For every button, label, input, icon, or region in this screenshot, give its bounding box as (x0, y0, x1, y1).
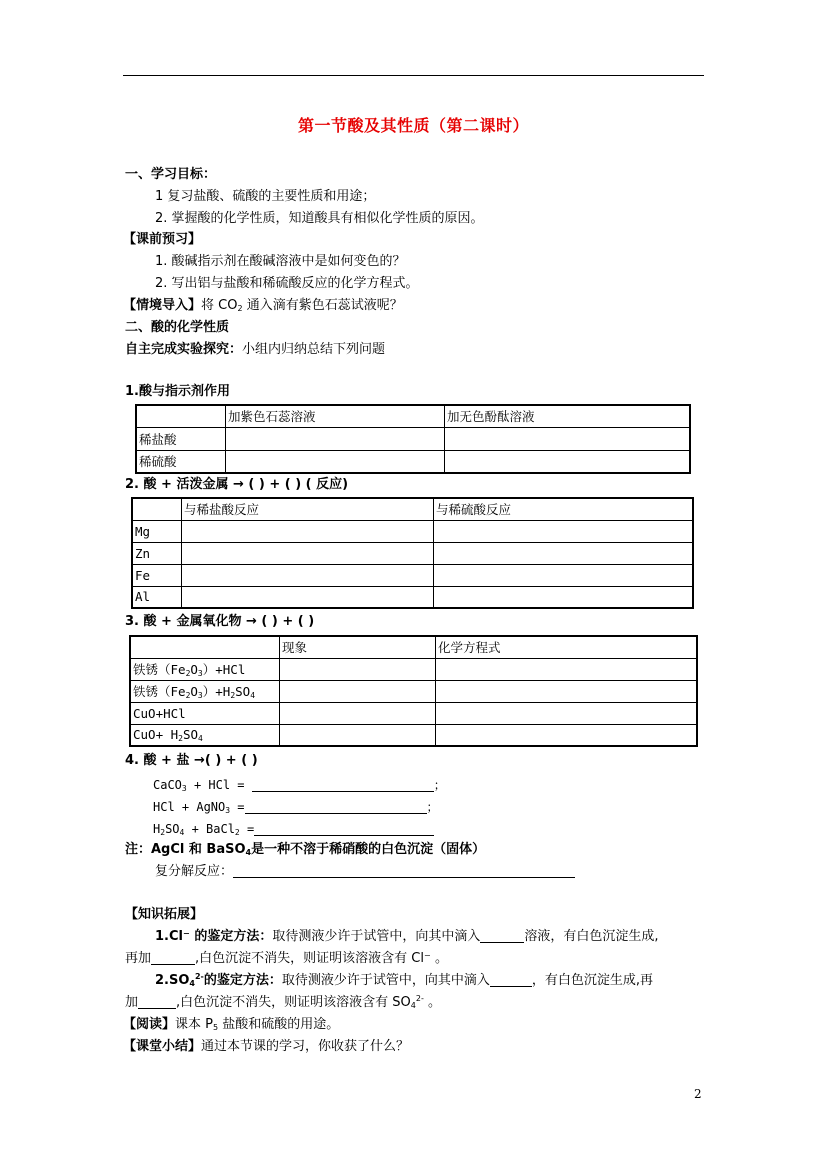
preview-item-1: 1. 酸碱指示剂在酸碱溶液中是如何变色的？ (155, 254, 406, 269)
double-decomp-line (155, 863, 575, 881)
ext-p2-line2 (125, 994, 441, 1012)
read-heading: 【阅读】 (123, 1017, 176, 1032)
ext-heading: 【知识拓展】 (125, 907, 204, 922)
explore-text: 小组内归纳总结下列问题 (242, 342, 386, 357)
cell-sub: 2 (185, 691, 191, 700)
ext-text: 。 (423, 995, 441, 1010)
goal-item-2: 2. 掌握酸的化学性质，知道酸具有相似化学性质的原因。 (155, 211, 484, 226)
ext-p1-label: 1.Cl⁻ 的鉴定方法： (155, 929, 273, 944)
explore-label: 自主完成实验探究： (125, 342, 243, 357)
oxide-table (129, 635, 698, 747)
answer-blank[interactable] (490, 972, 532, 987)
table-header-cell: 化学方程式 (436, 636, 698, 658)
table-cell (436, 658, 698, 680)
cell-text: SO (182, 727, 199, 743)
note-sub: 4 (245, 848, 252, 857)
summary-text: 通过本节课的学习，你收获了什么？ (201, 1039, 410, 1054)
t4-heading: 4. 酸 + 盐 →( ) + ( ) (125, 753, 258, 768)
table-header-cell: 加无色酚酞溶液 (445, 405, 691, 427)
table-row-label: 稀硫酸 (136, 450, 226, 473)
table-header-cell (136, 405, 226, 427)
cell-text: 铁锈（Fe (133, 662, 186, 677)
table-cell (182, 542, 434, 564)
table-header-cell: 与稀硫酸反应 (434, 498, 694, 520)
cell-text: ）+HCl (202, 662, 246, 677)
read-text: 课本 P (175, 1017, 213, 1032)
eq-text: = (239, 822, 255, 836)
ext-p2-label (155, 973, 282, 988)
intro-heading: 【情境导入】 (123, 298, 202, 313)
eq-text: CaCO (153, 778, 182, 792)
table-header-cell (130, 636, 280, 658)
page-title: 第一节酸及其性质（第二课时） (297, 116, 529, 135)
eq-text: H (153, 822, 161, 836)
answer-blank[interactable] (233, 863, 575, 878)
ext-sub: 4 (189, 979, 195, 988)
table-cell (280, 724, 436, 746)
table-row-label: Al (132, 586, 182, 608)
note-text: 注：AgCl 和 BaSO (125, 842, 246, 857)
cell-text: ）+H (202, 684, 231, 699)
answer-blank[interactable] (245, 799, 427, 814)
table-cell (182, 564, 434, 586)
eq-sub: 2 (234, 828, 240, 837)
ext-text: 取待测液少许于试管中，向其中滴入 (272, 929, 481, 944)
eq-sub: 3 (225, 806, 231, 815)
intro-sub: 2 (237, 304, 243, 313)
table-cell (434, 564, 694, 586)
eq-sub: 2 (160, 828, 166, 837)
read-text: 盐酸和硫酸的用途。 (218, 1017, 340, 1032)
page-number: 2 (694, 1087, 702, 1101)
ext-text: 再加 (125, 951, 152, 966)
intro-text-a: 将 CO (201, 298, 238, 313)
equation-2 (153, 798, 439, 816)
table-cell (280, 658, 436, 680)
t1-heading: 1.酸与指示剂作用 (125, 384, 230, 399)
note-text: 是一种不溶于稀硝酸的白色沉淀（固体） (251, 842, 486, 857)
read-sub: 5 (213, 1023, 219, 1032)
table-row-label (130, 702, 280, 724)
cell-sub: 4 (198, 734, 203, 744)
intro-text-b: 通入滴有紫色石蕊试液呢？ (242, 298, 403, 313)
equation-3 (153, 820, 434, 838)
cell-text: SO (235, 684, 251, 699)
goals-heading: 一、学习目标： (125, 167, 217, 182)
cell-text: CuO+ H (133, 727, 179, 743)
intro-line (123, 297, 403, 315)
cell-sub: 2 (178, 734, 183, 744)
table-cell (434, 520, 694, 542)
cell-text: O (190, 684, 198, 699)
ext-text: 取待测液少许于试管中，向其中滴入 (281, 973, 490, 988)
double-label: 复分解反应： (155, 864, 234, 879)
header-rule (123, 75, 704, 76)
table-cell (182, 520, 434, 542)
note-line (125, 841, 485, 859)
answer-blank[interactable] (254, 821, 434, 836)
ext-text: 的鉴定方法： (203, 973, 282, 988)
goal-item-1: 1 复习盐酸、硫酸的主要性质和用途； (155, 189, 376, 204)
summary-heading: 【课堂小结】 (123, 1039, 202, 1054)
section2-heading: 二、酸的化学性质 (125, 320, 230, 335)
table-row-label (130, 680, 280, 702)
cell-sub: 3 (197, 691, 203, 700)
eq-end: ； (433, 778, 446, 792)
equation-1 (153, 776, 446, 794)
read-line (123, 1016, 339, 1034)
table-row-label: 稀盐酸 (136, 427, 226, 450)
answer-blank[interactable] (138, 994, 176, 1009)
table-cell (436, 724, 698, 746)
table-cell (280, 702, 436, 724)
cell-text: CuO+HCl (133, 705, 186, 721)
ext-p1-line2 (125, 950, 448, 968)
indicator-table (135, 404, 691, 474)
ext-text: ,白色沉淀不消失，则证明该溶液含有 SO (176, 995, 411, 1010)
preview-heading: 【课前预习】 (123, 232, 202, 247)
table-cell (226, 450, 445, 473)
eq-sub: 3 (181, 784, 187, 793)
ext-p2-line1 (155, 972, 653, 990)
eq-text: SO (165, 822, 180, 836)
answer-blank[interactable] (252, 777, 434, 792)
answer-blank[interactable] (151, 950, 195, 965)
cell-text: O (190, 662, 198, 677)
eq-text: + HCl = (186, 778, 252, 792)
table-header-cell (132, 498, 182, 520)
ext-text: ，有白色沉淀生成,再 (531, 973, 654, 988)
table-header-cell: 加紫色石蕊溶液 (226, 405, 445, 427)
eq-sub: 4 (179, 828, 185, 837)
cell-sub: 2 (230, 691, 236, 700)
table-cell (434, 542, 694, 564)
t2-heading: 2. 酸 + 活泼金属 → ( ) + ( ) ( 反应) (125, 477, 349, 492)
cell-sub: 4 (250, 691, 256, 700)
table-cell (445, 450, 691, 473)
table-row-label (130, 658, 280, 680)
table-row-label: Mg (132, 520, 182, 542)
table-row-label: Fe (132, 564, 182, 586)
answer-blank[interactable] (480, 928, 524, 943)
metal-table (131, 497, 694, 609)
table-cell (226, 427, 445, 450)
cell-sub: 3 (197, 669, 203, 678)
table-header-cell: 现象 (280, 636, 436, 658)
table-cell (436, 680, 698, 702)
ext-sup: 2- (415, 994, 424, 1003)
t3-heading: 3. 酸 + 金属氧化物 → ( ) + ( ) (125, 614, 315, 629)
table-cell (434, 586, 694, 608)
eq-end: ； (426, 800, 439, 814)
table-cell (182, 586, 434, 608)
cell-sub: 2 (185, 669, 191, 678)
table-header-cell: 与稀盐酸反应 (182, 498, 434, 520)
table-row-label (130, 724, 280, 746)
ext-text: 2.SO (155, 973, 190, 988)
cell-text: 铁锈（Fe (133, 684, 186, 699)
ext-sub: 4 (410, 1001, 416, 1010)
summary-line (123, 1038, 409, 1056)
table-cell (280, 680, 436, 702)
table-row-label: Zn (132, 542, 182, 564)
ext-text: 溶液，有白色沉淀生成, (524, 929, 659, 944)
ext-p1-line1 (155, 928, 659, 946)
eq-text: = (230, 800, 245, 814)
table-cell (445, 427, 691, 450)
explore-line (125, 341, 385, 359)
ext-text: ,白色沉淀不消失，则证明该溶液含有 Cl⁻ 。 (195, 951, 448, 966)
ext-sup: 2- (194, 972, 204, 981)
table-cell (436, 702, 698, 724)
eq-text: + BaCl (184, 822, 235, 836)
ext-text: 加 (125, 995, 139, 1010)
preview-item-2: 2. 写出铝与盐酸和稀硫酸反应的化学方程式。 (155, 276, 419, 291)
eq-text: HCl + AgNO (153, 800, 226, 814)
